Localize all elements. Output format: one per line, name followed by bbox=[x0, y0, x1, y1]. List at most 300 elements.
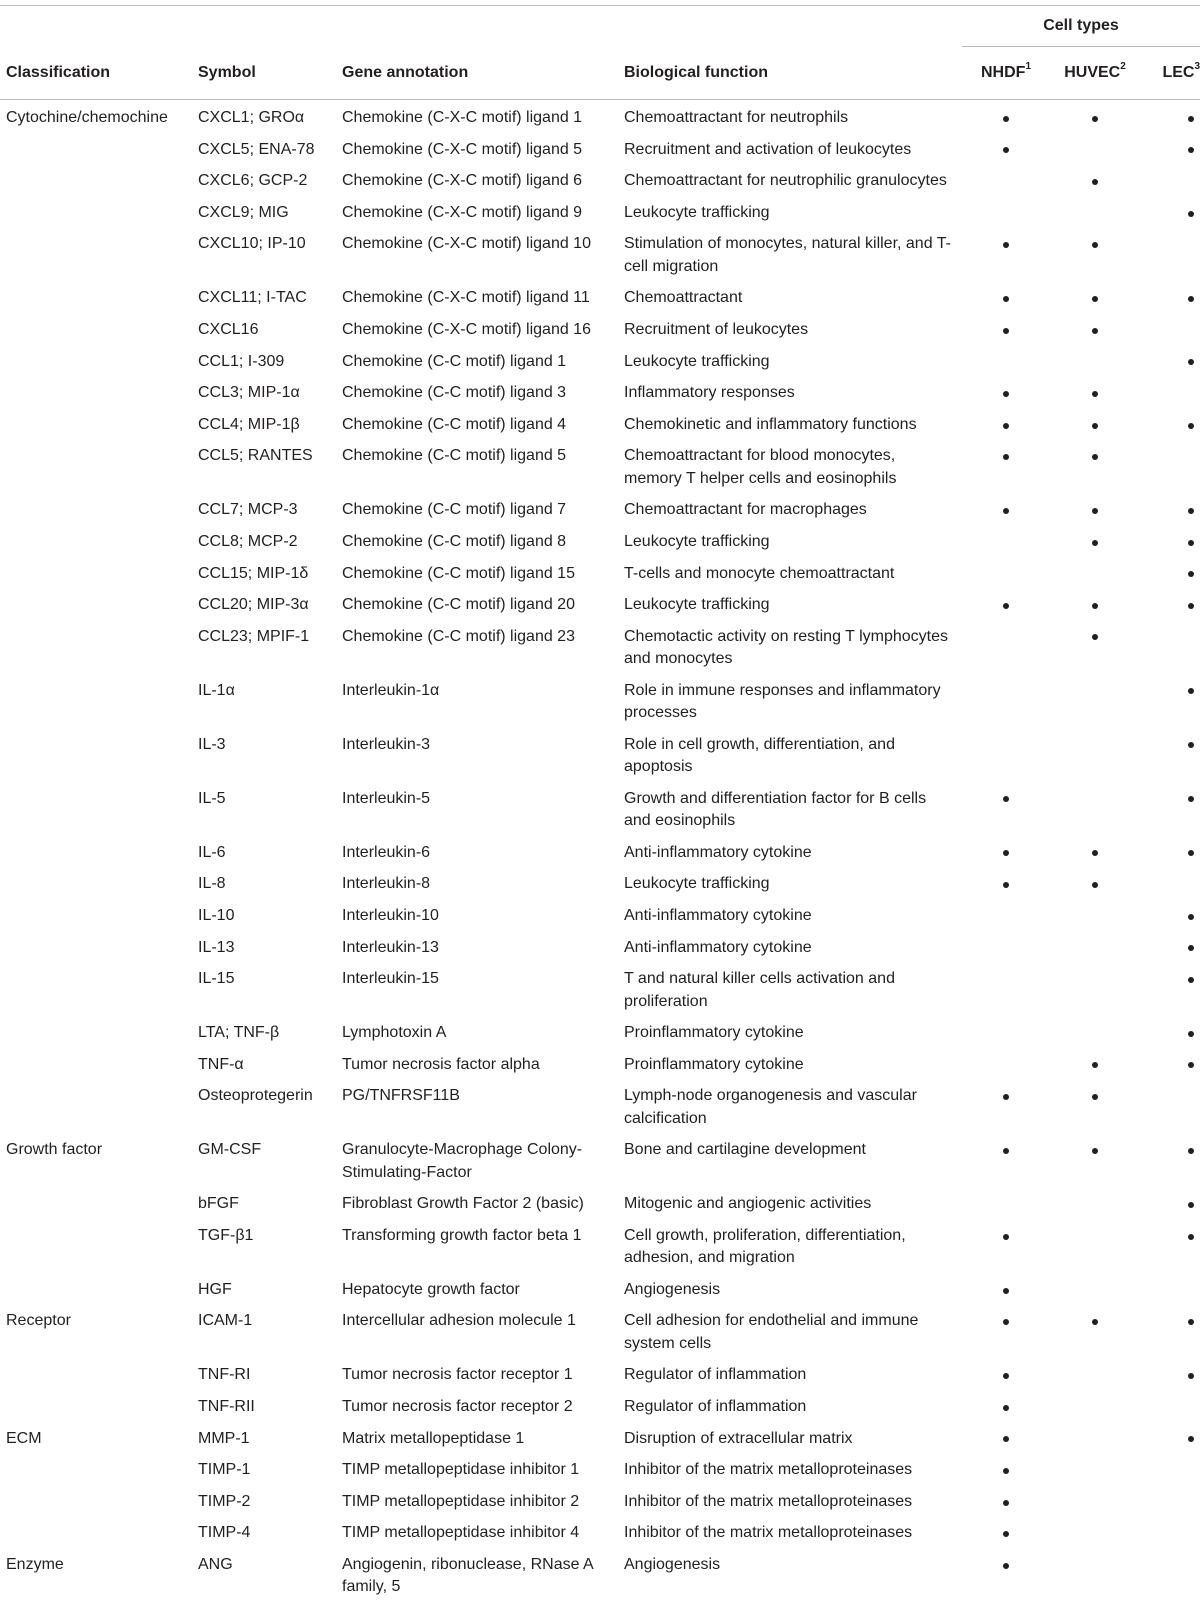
cell-nhdf-presence bbox=[962, 100, 1050, 133]
cell-gene-annotation: TIMP metallopeptidase inhibitor 2 bbox=[336, 1485, 618, 1517]
col-header-huvec bbox=[1050, 47, 1140, 100]
cell-lec-presence bbox=[1140, 1516, 1200, 1548]
table-row bbox=[0, 557, 1200, 589]
table-row bbox=[0, 1048, 1200, 1080]
cell-classification bbox=[0, 620, 192, 674]
presence-dot-icon bbox=[1003, 147, 1009, 153]
table-row bbox=[0, 1219, 1200, 1273]
cell-huvec-presence bbox=[1050, 376, 1140, 408]
cell-classification bbox=[0, 525, 192, 557]
cell-classification bbox=[0, 674, 192, 728]
cell-symbol: CXCL6; GCP-2 bbox=[192, 164, 336, 196]
cell-gene-annotation: Interleukin-8 bbox=[336, 867, 618, 899]
presence-dot-icon bbox=[1092, 603, 1098, 609]
cell-biological-function: Chemoattractant for macrophages bbox=[618, 493, 962, 525]
cell-gene-annotation: Chemokine (C-C motif) ligand 20 bbox=[336, 588, 618, 620]
cell-biological-function: Role in cell growth, differentiation, and apoptosis bbox=[618, 728, 962, 782]
cell-huvec-presence bbox=[1050, 493, 1140, 525]
cell-lec-presence bbox=[1140, 962, 1200, 1016]
table-header bbox=[0, 6, 1200, 100]
presence-dot-icon bbox=[1188, 977, 1194, 983]
cell-gene-annotation: Chemokine (C-C motif) ligand 15 bbox=[336, 557, 618, 589]
cell-symbol: Osteoprotegerin bbox=[192, 1079, 336, 1133]
presence-dot-icon bbox=[1188, 1436, 1194, 1442]
table-row bbox=[0, 1485, 1200, 1517]
cell-huvec-presence bbox=[1050, 1048, 1140, 1080]
cell-classification bbox=[0, 1016, 192, 1048]
cell-gene-annotation: Chemokine (C-C motif) ligand 4 bbox=[336, 408, 618, 440]
table-row bbox=[0, 313, 1200, 345]
cell-classification bbox=[0, 1453, 192, 1485]
cell-classification bbox=[0, 1048, 192, 1080]
cell-huvec-presence bbox=[1050, 588, 1140, 620]
cell-nhdf-presence bbox=[962, 376, 1050, 408]
cell-nhdf-presence bbox=[962, 899, 1050, 931]
cell-lec-presence bbox=[1140, 345, 1200, 377]
presence-dot-icon bbox=[1188, 850, 1194, 856]
presence-dot-icon bbox=[1188, 1373, 1194, 1379]
cell-nhdf-presence bbox=[962, 931, 1050, 963]
presence-dot-icon bbox=[1092, 882, 1098, 888]
cell-lec-presence bbox=[1140, 1390, 1200, 1422]
cell-huvec-presence bbox=[1050, 1548, 1140, 1602]
cell-lec-presence bbox=[1140, 1048, 1200, 1080]
cell-gene-annotation: PG/TNFRSF11B bbox=[336, 1079, 618, 1133]
cell-biological-function: Regulator of inflammation bbox=[618, 1358, 962, 1390]
presence-dot-icon bbox=[1092, 328, 1098, 334]
cell-biological-function: Lymph-node organogenesis and vascular calcification bbox=[618, 1079, 962, 1133]
cell-nhdf-presence bbox=[962, 439, 1050, 493]
presence-dot-icon bbox=[1188, 1234, 1194, 1240]
cell-lec-presence bbox=[1140, 281, 1200, 313]
cell-huvec-presence bbox=[1050, 1422, 1140, 1454]
cell-nhdf-presence bbox=[962, 281, 1050, 313]
table-row bbox=[0, 782, 1200, 836]
presence-dot-icon bbox=[1003, 1405, 1009, 1411]
cell-nhdf-presence bbox=[962, 557, 1050, 589]
cell-biological-function: Stimulation of monocytes, natural killer, and T-cell migration bbox=[618, 227, 962, 281]
cell-gene-annotation: Chemokine (C-X-C motif) ligand 10 bbox=[336, 227, 618, 281]
cell-nhdf-presence bbox=[962, 227, 1050, 281]
cell-biological-function: Bone and cartilagine development bbox=[618, 1133, 962, 1187]
cell-symbol: IL-10 bbox=[192, 899, 336, 931]
cell-gene-annotation: Intercellular adhesion molecule 1 bbox=[336, 1304, 618, 1358]
cell-classification bbox=[0, 313, 192, 345]
cell-lec-presence bbox=[1140, 313, 1200, 345]
cell-biological-function: Leukocyte trafficking bbox=[618, 525, 962, 557]
cell-symbol: IL-8 bbox=[192, 867, 336, 899]
cell-biological-function: Cell adhesion for endothelial and immune system cells bbox=[618, 1304, 962, 1358]
cell-biological-function: Leukocyte trafficking bbox=[618, 588, 962, 620]
presence-dot-icon bbox=[1003, 1148, 1009, 1154]
cell-gene-annotation: Chemokine (C-X-C motif) ligand 16 bbox=[336, 313, 618, 345]
cell-classification: Enzyme bbox=[0, 1548, 192, 1602]
cell-gene-annotation: Tumor necrosis factor receptor 2 bbox=[336, 1390, 618, 1422]
cell-classification bbox=[0, 376, 192, 408]
cell-nhdf-presence bbox=[962, 1422, 1050, 1454]
cell-symbol: CXCL16 bbox=[192, 313, 336, 345]
cell-symbol: CCL1; I-309 bbox=[192, 345, 336, 377]
cell-lec-presence bbox=[1140, 227, 1200, 281]
cell-huvec-presence bbox=[1050, 1453, 1140, 1485]
presence-dot-icon bbox=[1003, 882, 1009, 888]
cell-symbol: ANG bbox=[192, 1548, 336, 1602]
cell-gene-annotation: Chemokine (C-X-C motif) ligand 5 bbox=[336, 133, 618, 165]
cell-nhdf-presence bbox=[962, 588, 1050, 620]
cell-huvec-presence bbox=[1050, 1516, 1140, 1548]
cell-gene-annotation: Interleukin-6 bbox=[336, 836, 618, 868]
cell-symbol: IL-3 bbox=[192, 728, 336, 782]
presence-dot-icon bbox=[1092, 454, 1098, 460]
presence-dot-icon bbox=[1092, 179, 1098, 185]
cell-nhdf-presence bbox=[962, 674, 1050, 728]
presence-dot-icon bbox=[1003, 1234, 1009, 1240]
table-row bbox=[0, 836, 1200, 868]
cell-classification bbox=[0, 1358, 192, 1390]
table-row bbox=[0, 1187, 1200, 1219]
cell-classification bbox=[0, 408, 192, 440]
table-row bbox=[0, 227, 1200, 281]
cell-lec-presence bbox=[1140, 196, 1200, 228]
cell-lec-presence bbox=[1140, 899, 1200, 931]
presence-dot-icon bbox=[1188, 540, 1194, 546]
cell-nhdf-presence bbox=[962, 493, 1050, 525]
table-row bbox=[0, 1358, 1200, 1390]
cell-huvec-presence bbox=[1050, 899, 1140, 931]
cell-classification bbox=[0, 899, 192, 931]
presence-dot-icon bbox=[1188, 116, 1194, 122]
cell-classification bbox=[0, 133, 192, 165]
presence-dot-icon bbox=[1003, 1563, 1009, 1569]
cell-biological-function: Recruitment of leukocytes bbox=[618, 313, 962, 345]
cell-nhdf-presence bbox=[962, 525, 1050, 557]
cell-gene-annotation: Angiogenin, ribonuclease, RNase A family, 5 bbox=[336, 1548, 618, 1602]
table-row bbox=[0, 1422, 1200, 1454]
cell-gene-annotation: Chemokine (C-X-C motif) ligand 11 bbox=[336, 281, 618, 313]
cell-biological-function: Role in immune responses and inflammatory processes bbox=[618, 674, 962, 728]
cell-biological-function: Chemoattractant bbox=[618, 281, 962, 313]
presence-dot-icon bbox=[1092, 850, 1098, 856]
cell-biological-function: T-cells and monocyte chemoattractant bbox=[618, 557, 962, 589]
cell-gene-annotation: Interleukin-13 bbox=[336, 931, 618, 963]
cell-gene-annotation: Chemokine (C-X-C motif) ligand 9 bbox=[336, 196, 618, 228]
cell-huvec-presence bbox=[1050, 1016, 1140, 1048]
cell-huvec-presence bbox=[1050, 408, 1140, 440]
cell-symbol: IL-6 bbox=[192, 836, 336, 868]
cell-gene-annotation: Chemokine (C-X-C motif) ligand 6 bbox=[336, 164, 618, 196]
cell-biological-function: Angiogenesis bbox=[618, 1548, 962, 1602]
cell-symbol: CCL4; MIP-1β bbox=[192, 408, 336, 440]
cell-symbol: CXCL11; I-TAC bbox=[192, 281, 336, 313]
presence-dot-icon bbox=[1092, 634, 1098, 640]
cell-gene-annotation: Interleukin-1α bbox=[336, 674, 618, 728]
cell-huvec-presence bbox=[1050, 1358, 1140, 1390]
cell-lec-presence bbox=[1140, 408, 1200, 440]
cell-classification bbox=[0, 1273, 192, 1305]
cell-biological-function: Chemoattractant for blood monocytes, memory T helper cells and eosinophils bbox=[618, 439, 962, 493]
cell-huvec-presence bbox=[1050, 133, 1140, 165]
cell-lec-presence bbox=[1140, 728, 1200, 782]
presence-dot-icon bbox=[1188, 1148, 1194, 1154]
table-row bbox=[0, 133, 1200, 165]
cell-nhdf-presence bbox=[962, 313, 1050, 345]
presence-dot-icon bbox=[1003, 116, 1009, 122]
presence-dot-icon bbox=[1188, 945, 1194, 951]
cell-symbol: bFGF bbox=[192, 1187, 336, 1219]
lec-footnote-mark: 3 bbox=[1194, 61, 1200, 72]
cell-symbol: CCL23; MPIF-1 bbox=[192, 620, 336, 674]
cell-symbol: TIMP-4 bbox=[192, 1516, 336, 1548]
cell-symbol: ICAM-1 bbox=[192, 1304, 336, 1358]
cell-huvec-presence bbox=[1050, 1485, 1140, 1517]
presence-dot-icon bbox=[1188, 796, 1194, 802]
cell-gene-annotation: Chemokine (C-C motif) ligand 5 bbox=[336, 439, 618, 493]
cell-nhdf-presence bbox=[962, 345, 1050, 377]
table-row bbox=[0, 867, 1200, 899]
cell-biological-function: Growth and differentiation factor for B cells and eosinophils bbox=[618, 782, 962, 836]
cell-symbol: CCL20; MIP-3α bbox=[192, 588, 336, 620]
presence-dot-icon bbox=[1003, 1468, 1009, 1474]
cell-classification bbox=[0, 836, 192, 868]
cell-classification bbox=[0, 1219, 192, 1273]
huvec-label: HUVEC bbox=[1064, 64, 1120, 81]
presence-dot-icon bbox=[1188, 508, 1194, 514]
cell-biological-function: Leukocyte trafficking bbox=[618, 345, 962, 377]
cell-symbol: TNF-RI bbox=[192, 1358, 336, 1390]
cell-nhdf-presence bbox=[962, 1516, 1050, 1548]
cell-nhdf-presence bbox=[962, 1187, 1050, 1219]
table-row bbox=[0, 1273, 1200, 1305]
cell-symbol: CCL15; MIP-1δ bbox=[192, 557, 336, 589]
cell-biological-function: Proinflammatory cytokine bbox=[618, 1016, 962, 1048]
cell-huvec-presence bbox=[1050, 345, 1140, 377]
cell-classification bbox=[0, 493, 192, 525]
table-row bbox=[0, 196, 1200, 228]
table-row bbox=[0, 728, 1200, 782]
cell-symbol: CXCL9; MIG bbox=[192, 196, 336, 228]
cell-gene-annotation: Chemokine (C-C motif) ligand 8 bbox=[336, 525, 618, 557]
cell-classification: Growth factor bbox=[0, 1133, 192, 1187]
cell-huvec-presence bbox=[1050, 439, 1140, 493]
presence-dot-icon bbox=[1003, 391, 1009, 397]
cell-symbol: HGF bbox=[192, 1273, 336, 1305]
cell-symbol: TNF-RII bbox=[192, 1390, 336, 1422]
cell-huvec-presence bbox=[1050, 1390, 1140, 1422]
cell-huvec-presence bbox=[1050, 931, 1140, 963]
cell-huvec-presence bbox=[1050, 962, 1140, 1016]
huvec-footnote-mark: 2 bbox=[1120, 61, 1126, 72]
cell-nhdf-presence bbox=[962, 196, 1050, 228]
table-row bbox=[0, 439, 1200, 493]
cell-classification bbox=[0, 782, 192, 836]
presence-dot-icon bbox=[1003, 328, 1009, 334]
cell-lec-presence bbox=[1140, 1016, 1200, 1048]
cell-lec-presence bbox=[1140, 1273, 1200, 1305]
cell-gene-annotation: Interleukin-15 bbox=[336, 962, 618, 1016]
cell-nhdf-presence bbox=[962, 1219, 1050, 1273]
cell-gene-annotation: Hepatocyte growth factor bbox=[336, 1273, 618, 1305]
cell-lec-presence bbox=[1140, 1548, 1200, 1602]
cell-nhdf-presence bbox=[962, 728, 1050, 782]
cell-nhdf-presence bbox=[962, 1390, 1050, 1422]
cell-classification bbox=[0, 1187, 192, 1219]
col-header-gene-annotation: Gene annotation bbox=[336, 47, 618, 100]
table-row bbox=[0, 1548, 1200, 1602]
cell-nhdf-presence bbox=[962, 1485, 1050, 1517]
cell-nhdf-presence bbox=[962, 962, 1050, 1016]
cell-lec-presence bbox=[1140, 620, 1200, 674]
presence-dot-icon bbox=[1003, 508, 1009, 514]
presence-dot-icon bbox=[1188, 914, 1194, 920]
cell-gene-annotation: Interleukin-5 bbox=[336, 782, 618, 836]
presence-dot-icon bbox=[1092, 116, 1098, 122]
table-row bbox=[0, 376, 1200, 408]
cell-classification bbox=[0, 867, 192, 899]
cell-gene-annotation: Fibroblast Growth Factor 2 (basic) bbox=[336, 1187, 618, 1219]
cell-classification bbox=[0, 588, 192, 620]
table-row bbox=[0, 1304, 1200, 1358]
cell-gene-annotation: Chemokine (C-X-C motif) ligand 1 bbox=[336, 100, 618, 133]
cell-huvec-presence bbox=[1050, 867, 1140, 899]
cell-biological-function: Inhibitor of the matrix metalloproteinases bbox=[618, 1516, 962, 1548]
cell-lec-presence bbox=[1140, 1079, 1200, 1133]
presence-dot-icon bbox=[1188, 603, 1194, 609]
col-header-nhdf bbox=[962, 47, 1050, 100]
cell-lec-presence bbox=[1140, 439, 1200, 493]
cell-classification bbox=[0, 227, 192, 281]
cell-gene-annotation: Granulocyte-Macrophage Colony-Stimulating-Factor bbox=[336, 1133, 618, 1187]
cell-symbol: CCL7; MCP-3 bbox=[192, 493, 336, 525]
table-row bbox=[0, 588, 1200, 620]
cell-symbol: CXCL5; ENA-78 bbox=[192, 133, 336, 165]
cell-biological-function: Chemotactic activity on resting T lymphocytes and monocytes bbox=[618, 620, 962, 674]
cell-lec-presence bbox=[1140, 931, 1200, 963]
cell-symbol: TGF-β1 bbox=[192, 1219, 336, 1273]
presence-dot-icon bbox=[1092, 1094, 1098, 1100]
table-row bbox=[0, 345, 1200, 377]
cell-lec-presence bbox=[1140, 164, 1200, 196]
presence-dot-icon bbox=[1003, 1436, 1009, 1442]
cell-gene-annotation: Chemokine (C-C motif) ligand 7 bbox=[336, 493, 618, 525]
presence-dot-icon bbox=[1188, 211, 1194, 217]
presence-dot-icon bbox=[1092, 423, 1098, 429]
cell-symbol: TIMP-2 bbox=[192, 1485, 336, 1517]
lec-label: LEC bbox=[1162, 64, 1194, 81]
cell-classification bbox=[0, 281, 192, 313]
cell-classification: ECM bbox=[0, 1422, 192, 1454]
cell-biological-function: Recruitment and activation of leukocytes bbox=[618, 133, 962, 165]
cell-lec-presence bbox=[1140, 1219, 1200, 1273]
cell-nhdf-presence bbox=[962, 408, 1050, 440]
presence-dot-icon bbox=[1092, 1148, 1098, 1154]
table-row bbox=[0, 493, 1200, 525]
cell-classification: Cytochine/chemochine bbox=[0, 100, 192, 133]
cell-symbol: IL-5 bbox=[192, 782, 336, 836]
cell-lec-presence bbox=[1140, 1304, 1200, 1358]
cell-huvec-presence bbox=[1050, 1219, 1140, 1273]
presence-dot-icon bbox=[1092, 391, 1098, 397]
cell-nhdf-presence bbox=[962, 164, 1050, 196]
cell-gene-annotation: Interleukin-10 bbox=[336, 899, 618, 931]
cell-gene-annotation: Tumor necrosis factor alpha bbox=[336, 1048, 618, 1080]
cell-classification bbox=[0, 962, 192, 1016]
cell-nhdf-presence bbox=[962, 1358, 1050, 1390]
table-row bbox=[0, 674, 1200, 728]
presence-dot-icon bbox=[1003, 850, 1009, 856]
cell-biological-function: Leukocyte trafficking bbox=[618, 196, 962, 228]
cell-biological-function: Angiogenesis bbox=[618, 1273, 962, 1305]
cell-biological-function: Cell growth, proliferation, differentiation, adhesion, and migration bbox=[618, 1219, 962, 1273]
presence-dot-icon bbox=[1092, 540, 1098, 546]
cell-symbol: MMP-1 bbox=[192, 1422, 336, 1454]
presence-dot-icon bbox=[1003, 1288, 1009, 1294]
cell-nhdf-presence bbox=[962, 836, 1050, 868]
col-header-biological-function: Biological function bbox=[618, 47, 962, 100]
table-row bbox=[0, 931, 1200, 963]
cell-huvec-presence bbox=[1050, 313, 1140, 345]
cell-huvec-presence bbox=[1050, 836, 1140, 868]
cell-gene-annotation: Lymphotoxin A bbox=[336, 1016, 618, 1048]
cell-symbol: IL-13 bbox=[192, 931, 336, 963]
header-spacer bbox=[0, 6, 962, 47]
table-row bbox=[0, 1133, 1200, 1187]
cell-gene-annotation: TIMP metallopeptidase inhibitor 1 bbox=[336, 1453, 618, 1485]
table-row bbox=[0, 525, 1200, 557]
presence-dot-icon bbox=[1003, 796, 1009, 802]
table-row bbox=[0, 100, 1200, 133]
cell-classification bbox=[0, 164, 192, 196]
cell-biological-function: T and natural killer cells activation and proliferation bbox=[618, 962, 962, 1016]
presence-dot-icon bbox=[1092, 1319, 1098, 1325]
presence-dot-icon bbox=[1188, 1031, 1194, 1037]
presence-dot-icon bbox=[1003, 423, 1009, 429]
cell-lec-presence bbox=[1140, 867, 1200, 899]
presence-dot-icon bbox=[1003, 242, 1009, 248]
cell-classification bbox=[0, 1485, 192, 1517]
table-row bbox=[0, 1079, 1200, 1133]
cell-biological-function: Inhibitor of the matrix metalloproteinases bbox=[618, 1453, 962, 1485]
cell-classification bbox=[0, 931, 192, 963]
cell-huvec-presence bbox=[1050, 1304, 1140, 1358]
cell-classification: Receptor bbox=[0, 1304, 192, 1358]
cell-biological-function: Chemokinetic and inflammatory functions bbox=[618, 408, 962, 440]
cell-huvec-presence bbox=[1050, 1133, 1140, 1187]
table-row bbox=[0, 1390, 1200, 1422]
cell-classification bbox=[0, 557, 192, 589]
presence-dot-icon bbox=[1092, 296, 1098, 302]
cell-huvec-presence bbox=[1050, 1187, 1140, 1219]
presence-dot-icon bbox=[1003, 1094, 1009, 1100]
table-row bbox=[0, 899, 1200, 931]
cell-lec-presence bbox=[1140, 1133, 1200, 1187]
cell-lec-presence bbox=[1140, 133, 1200, 165]
cell-nhdf-presence bbox=[962, 1548, 1050, 1602]
cell-lec-presence bbox=[1140, 493, 1200, 525]
cell-classification bbox=[0, 1516, 192, 1548]
presence-dot-icon bbox=[1092, 242, 1098, 248]
presence-dot-icon bbox=[1092, 1062, 1098, 1068]
cell-gene-annotation: Transforming growth factor beta 1 bbox=[336, 1219, 618, 1273]
cell-gene-annotation: Interleukin-3 bbox=[336, 728, 618, 782]
table-row bbox=[0, 1453, 1200, 1485]
presence-dot-icon bbox=[1092, 508, 1098, 514]
cell-biological-function: Proinflammatory cytokine bbox=[618, 1048, 962, 1080]
presence-dot-icon bbox=[1003, 603, 1009, 609]
presence-dot-icon bbox=[1003, 1373, 1009, 1379]
cell-lec-presence bbox=[1140, 1453, 1200, 1485]
cell-nhdf-presence bbox=[962, 1133, 1050, 1187]
cell-huvec-presence bbox=[1050, 1273, 1140, 1305]
